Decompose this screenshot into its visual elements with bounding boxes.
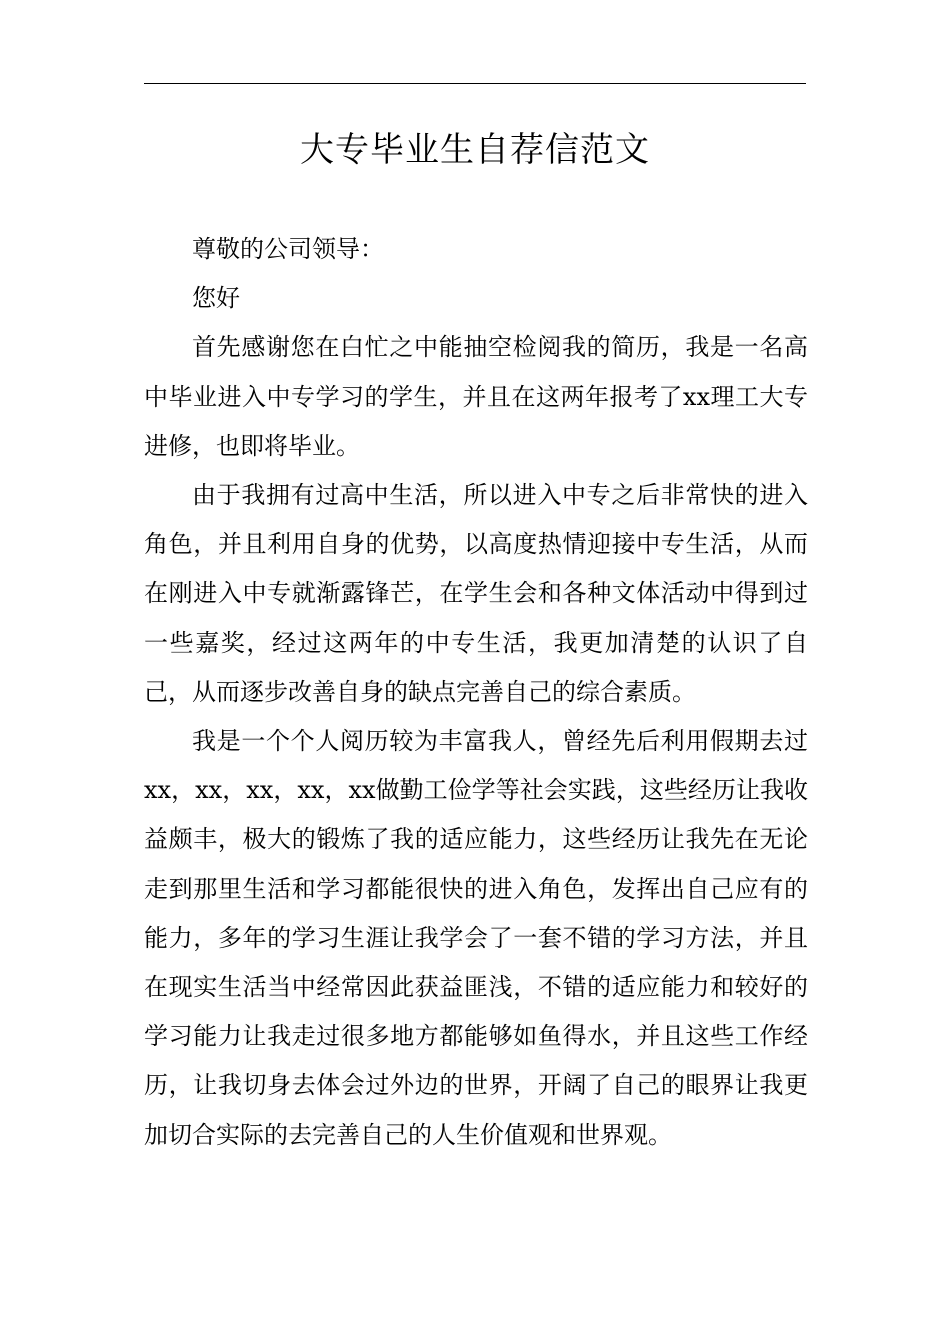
salutation: 尊敬的公司领导： [192, 235, 384, 263]
header-rule [144, 83, 806, 84]
paragraph-1: 首先感谢您在白忙之中能抽空检阅我的简历，我是一名高中毕业进入中专学习的学生，并且在这两年报考了xx理工大专进修，也即将毕业。 [144, 333, 808, 460]
greeting: 您好 [192, 284, 240, 313]
letter-body [144, 225, 808, 1160]
paragraph-3: 我是一个个人阅历较为丰富我人，曾经先后利用假期去过xx，xx，xx，xx，xx做勤工俭学等社会实践，这些经历让我收益颇丰，极大的锻炼了我的适应能力，这些经历让我先在无论走到那里生活和学习都能很快的进入角色，发挥出自己应有的能力，多年的学习生涯让我学会了一套不错的学习方法，并且在现实生活当中经常因此获益匪浅，不错的适应能力和较好的学习能力让我走过很多地方都能够如鱼得水，并且这些工作经历，让我切身去体会过外边的世界，开阔了自己的眼界让我更加切合实际的去完善自己的人生价值观和世界观。 [144, 727, 808, 1149]
paragraph-2: 由于我拥有过高中生活，所以进入中专之后非常快的进入角色，并且利用自身的优势，以高度热情迎接中专生活，从而在刚进入中专就渐露锋芒，在学生会和各种文体活动中得到过一些嘉奖，经过这两年的中专生活，我更加清楚的认识了自己，从而逐步改善自身的缺点完善自己的综合素质。 [144, 481, 808, 706]
document-title: 大专毕业生自荐信范文 [300, 130, 650, 170]
